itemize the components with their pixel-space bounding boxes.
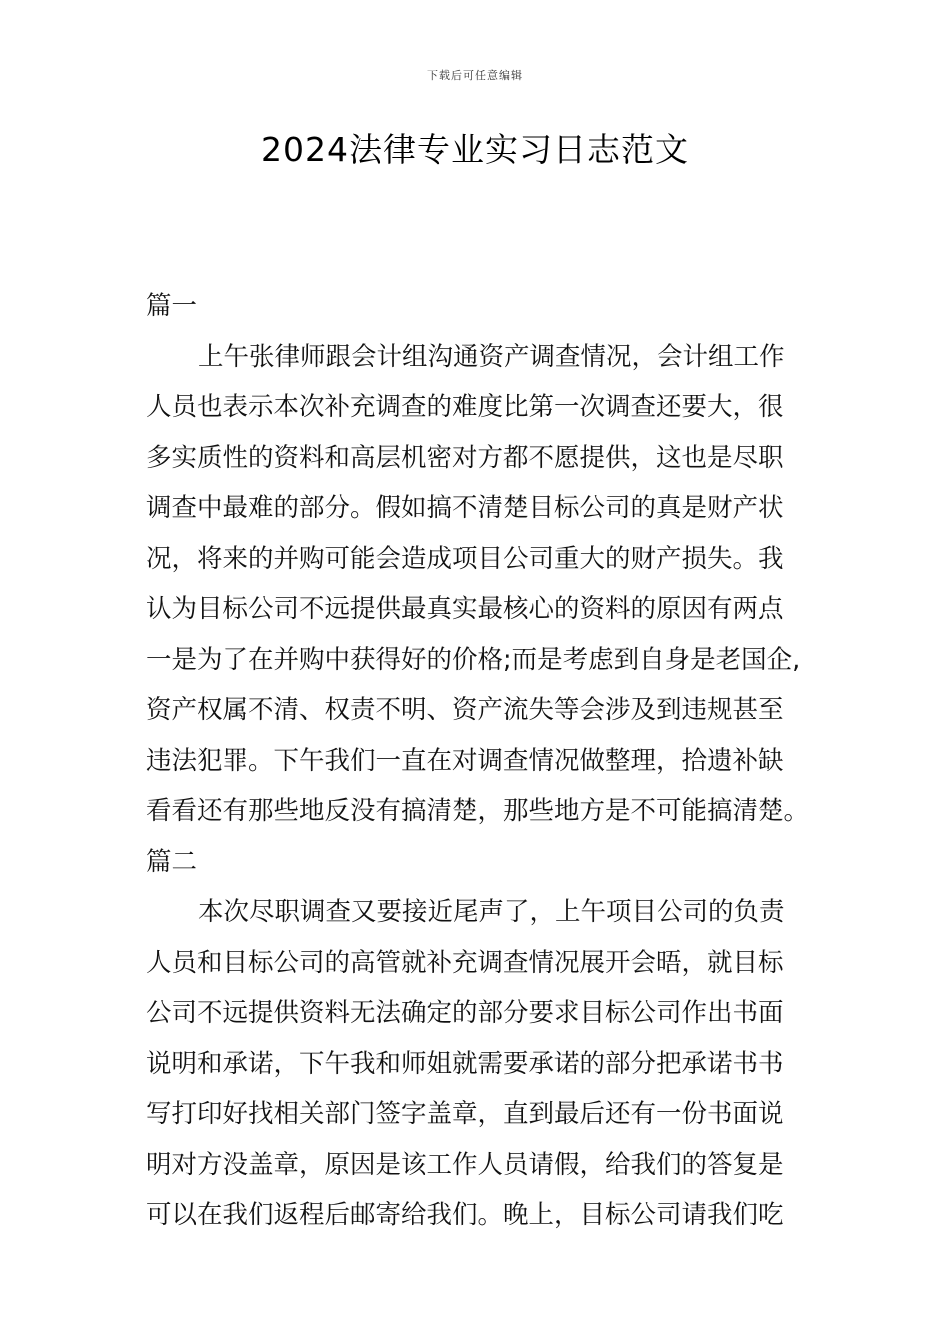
- paragraph-line: 看看还有那些地反没有搞清楚，那些地方是不可能搞清楚。: [146, 796, 810, 826]
- paragraph-line: 资产权属不清、权责不明、资产流失等会涉及到违规甚至: [146, 695, 784, 725]
- paragraph-line: 调查中最难的部分。假如搞不清楚目标公司的真是财产状: [146, 493, 784, 523]
- paragraph-line: 人员也表示本次补充调查的难度比第一次调查还要大，很: [146, 392, 784, 422]
- document-body: [146, 281, 810, 1241]
- paragraph-line: 说明和承诺，下午我和师姐就需要承诺的部分把承诺书书: [146, 1048, 784, 1079]
- section-1: [146, 281, 810, 837]
- paragraph-line: 写打印好找相关部门签字盖章，直到最后还有一份书面说: [146, 1099, 784, 1129]
- paragraph-line: 公司不远提供资料无法确定的部分要求目标公司作出书面: [146, 998, 784, 1028]
- paragraph-line: 一是为了在并购中获得好的价格;而是考虑到自身是老国企,: [146, 644, 801, 675]
- paragraph-line: 上午张律师跟会计组沟通资产调查情况，会计组工作: [198, 341, 785, 372]
- section-2-label: 篇二: [146, 846, 198, 877]
- paragraph-line: 违法犯罪。下午我们一直在对调查情况做整理，拾遗补缺: [146, 745, 784, 776]
- paragraph-line: 人员和目标公司的高管就补充调查情况展开会晤，就目标: [146, 947, 784, 978]
- paragraph-line: 认为目标公司不远提供最真实最核心的资料的原因有两点: [146, 594, 784, 624]
- section-2: [146, 837, 810, 1241]
- paragraph-line: 况，将来的并购可能会造成项目公司重大的财产损失。我: [146, 543, 784, 574]
- header-note: 下载后可任意编辑: [427, 69, 523, 82]
- paragraph-line: 本次尽职调查又要接近尾声了，上午项目公司的负责: [198, 897, 785, 927]
- paragraph-line: 可以在我们返程后邮寄给我们。晚上，目标公司请我们吃: [146, 1200, 784, 1230]
- document-title: 2024法律专业实习日志范文: [261, 130, 689, 169]
- section-1-label: 篇一: [146, 291, 198, 321]
- paragraph-line: 明对方没盖章，原因是该工作人员请假，给我们的答复是: [146, 1149, 784, 1180]
- paragraph-line: 多实质性的资料和高层机密对方都不愿提供，这也是尽职: [146, 442, 784, 473]
